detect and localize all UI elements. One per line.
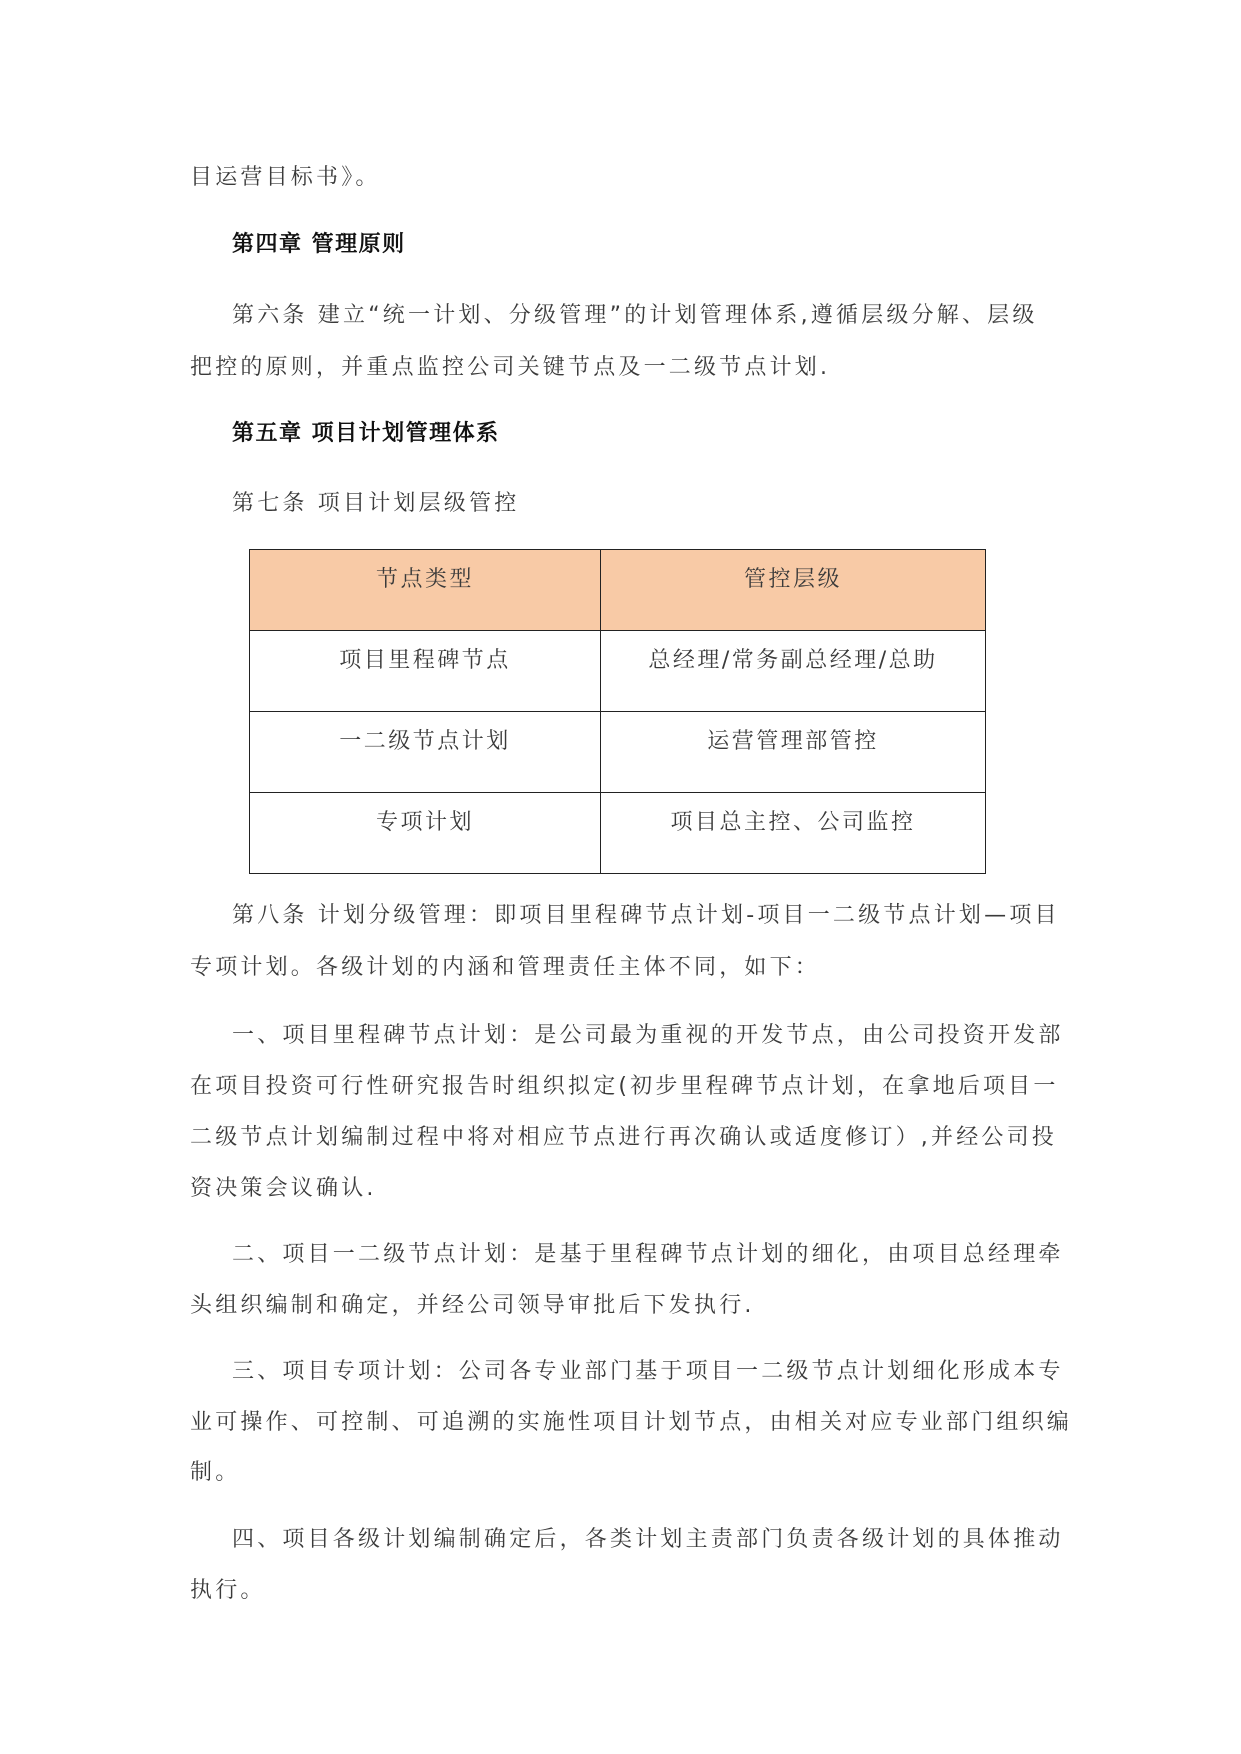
paragraph-line: 三、项目专项计划：公司各专业部门基于项目一二级节点计划细化形成本专: [232, 1359, 1064, 1384]
table-header-cell: 节点类型: [250, 550, 601, 631]
table-row: [250, 793, 986, 874]
article-title: 第七条 项目计划层级管控: [232, 491, 520, 516]
paragraph-line: 在项目投资可行性研究报告时组织拟定(初步里程碑节点计划，在拿地后项目一: [190, 1074, 1059, 1099]
paragraph-line: 制。: [190, 1460, 241, 1485]
plan-control-table: [249, 549, 986, 874]
paragraph-line: 专项计划。各级计划的内涵和管理责任主体不同，如下：: [190, 955, 821, 980]
paragraph-line: 资决策会议确认.: [190, 1176, 377, 1201]
table-cell: 项目里程碑节点: [250, 631, 601, 712]
paragraph-line: 第六条 建立“统一计划、分级管理”的计划管理体系,遵循层级分解、层级: [232, 303, 1038, 328]
table-cell: 专项计划: [250, 793, 601, 874]
paragraph-line: 业可操作、可控制、可追溯的实施性项目计划节点，由相关对应专业部门组织编: [190, 1410, 1073, 1435]
table-header-cell: 管控层级: [601, 550, 986, 631]
table-header-row: [250, 550, 986, 631]
chapter-heading: 第五章 项目计划管理体系: [232, 421, 500, 446]
paragraph-line: 四、项目各级计划编制确定后，各类计划主责部门负责各级计划的具体推动: [232, 1527, 1064, 1552]
paragraph-line: 一、项目里程碑节点计划：是公司最为重视的开发节点，由公司投资开发部: [232, 1023, 1064, 1048]
paragraph-line: 头组织编制和确定，并经公司领导审批后下发执行.: [190, 1293, 755, 1318]
table-cell: 运营管理部管控: [601, 712, 986, 793]
paragraph-line: 把控的原则，并重点监控公司关键节点及一二级节点计划.: [190, 355, 831, 380]
chapter-heading: 第四章 管理原则: [232, 232, 406, 257]
paragraph-line: 二、项目一二级节点计划：是基于里程碑节点计划的细化，由项目总经理牵: [232, 1242, 1064, 1267]
table-row: [250, 712, 986, 793]
table-cell: 一二级节点计划: [250, 712, 601, 793]
table-cell: 项目总主控、公司监控: [601, 793, 986, 874]
paragraph-line: 执行。: [190, 1578, 266, 1603]
table-cell: 总经理/常务副总经理/总助: [601, 631, 986, 712]
table-row: [250, 631, 986, 712]
paragraph-line: 第八条 计划分级管理：即项目里程碑节点计划-项目一二级节点计划—项目: [232, 903, 1060, 928]
paragraph-line: 目运营目标书》。: [190, 165, 381, 190]
paragraph-line: 二级节点计划编制过程中将对相应节点进行再次确认或适度修订）,并经公司投: [190, 1125, 1057, 1150]
